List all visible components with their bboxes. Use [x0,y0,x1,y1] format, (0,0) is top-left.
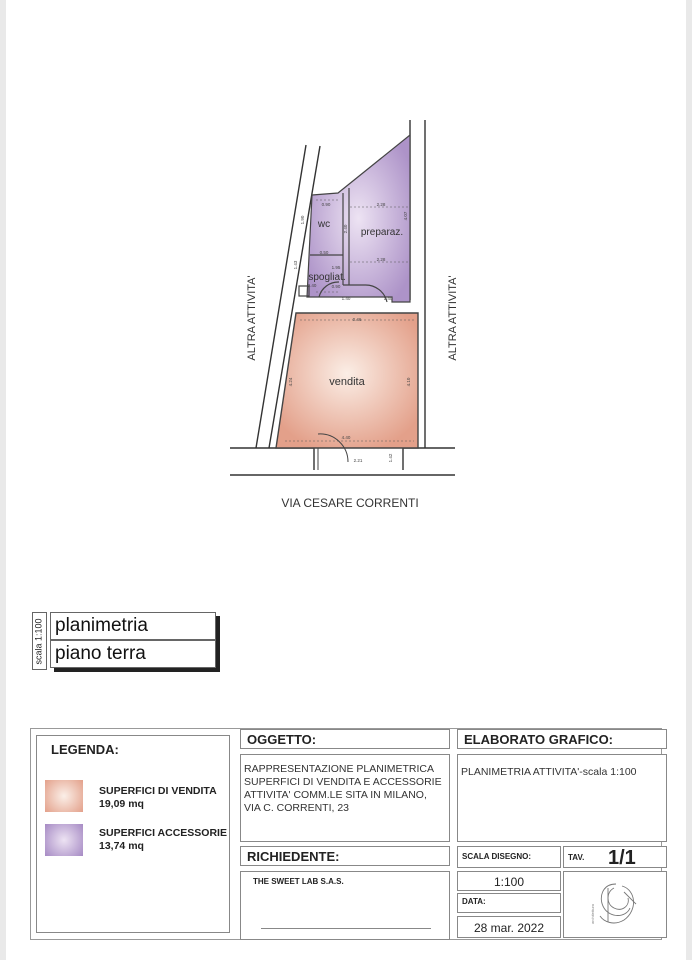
svg-text:0.90: 0.90 [331,284,341,289]
data-header [457,893,561,913]
elaborato-header [457,729,667,749]
richiedente-name: THE SWEET LAB S.A.S. [253,877,344,886]
tav-label: TAV. [568,853,585,862]
logo-panel [563,871,667,938]
elaborato-text: PLANIMETRIA ATTIVITA'-scala 1:100 [461,766,637,778]
svg-text:4.07: 4.07 [403,211,408,221]
svg-text:1.95: 1.95 [331,265,341,270]
svg-text:0.40: 0.40 [307,283,317,288]
scale-tag-label: scala 1:100 [33,618,44,665]
legend-value-accessory: 13,74 mq [99,840,144,852]
right-neighbor-label: ALTRA ATTIVITA' [447,275,459,361]
oggetto-text: RAPPRESENTAZIONE PLANIMETRICA SUPERFICI DI VENDITA E ACCESSORIE ATTIVITA' COMM.LE SITA IN MILANO, VIA C. CORRENTI, 23 [244,763,442,814]
svg-text:2.40: 2.40 [343,224,348,234]
svg-text:0.46: 0.46 [352,317,362,322]
svg-text:2.28: 2.28 [376,257,386,262]
scala-panel [457,871,561,891]
scale-tag [32,612,47,670]
oggetto-heading: OGGETTO: [247,732,317,747]
svg-text:1.43: 1.43 [293,260,298,270]
svg-text:1.42: 1.42 [388,453,393,463]
richiedente-panel [240,871,450,940]
scala-header [457,846,561,868]
title-line-1: planimetria [50,612,216,640]
signature-line [261,928,431,929]
tav-value: 1/1 [608,847,636,869]
svg-text:4.10: 4.10 [406,377,411,387]
svg-text:1.40: 1.40 [341,296,351,301]
svg-text:2.21: 2.21 [353,458,363,463]
legend-panel [36,735,230,933]
richiedente-heading: RICHIEDENTE: [247,849,340,864]
street-label: VIA CESARE CORRENTI [281,496,419,510]
svg-text:1.40: 1.40 [383,296,393,301]
legend-swatch-accessory [45,824,83,856]
data-label: DATA: [462,897,486,906]
scala-heading: SCALA DISEGNO: [462,852,532,861]
svg-text:2.28: 2.28 [376,202,386,207]
left-neighbor-label: ALTRA ATTIVITA' [246,275,258,361]
title-line-2: piano terra [50,640,216,668]
svg-text:4.24: 4.24 [288,377,293,387]
title-box [32,612,218,672]
tav-panel [563,846,667,868]
svg-text:architettura: architettura [590,903,595,924]
room-label-preparaz: preparaz. [360,227,404,238]
oggetto-panel [240,754,450,842]
scala-value: 1:100 [493,875,525,889]
data-value: 28 mar. 2022 [473,921,545,935]
architect-logo-icon [584,878,648,930]
legend-value-sales: 19,09 mq [99,798,144,810]
richiedente-header [240,846,450,866]
room-label-wc: wc [317,219,331,230]
svg-text:1.90: 1.90 [300,215,305,225]
legend-heading: LEGENDA: [51,742,119,757]
svg-text:4.40: 4.40 [341,435,351,440]
floor-plan [6,0,686,560]
elaborato-heading: ELABORATO GRAFICO: [464,732,614,747]
document-sheet [6,0,686,960]
legend-label-sales: SUPERFICI DI VENDITA [99,785,217,797]
svg-text:0.50: 0.50 [319,250,329,255]
data-panel [457,916,561,938]
legend-label-accessory: SUPERFICI ACCESSORIE [99,827,227,839]
room-label-spogliat: spogliat. [308,272,346,283]
oggetto-header [240,729,450,749]
legend-swatch-sales [45,780,83,812]
room-label-vendita: vendita [329,376,365,388]
elaborato-panel [457,754,667,842]
svg-text:0.90: 0.90 [321,202,331,207]
